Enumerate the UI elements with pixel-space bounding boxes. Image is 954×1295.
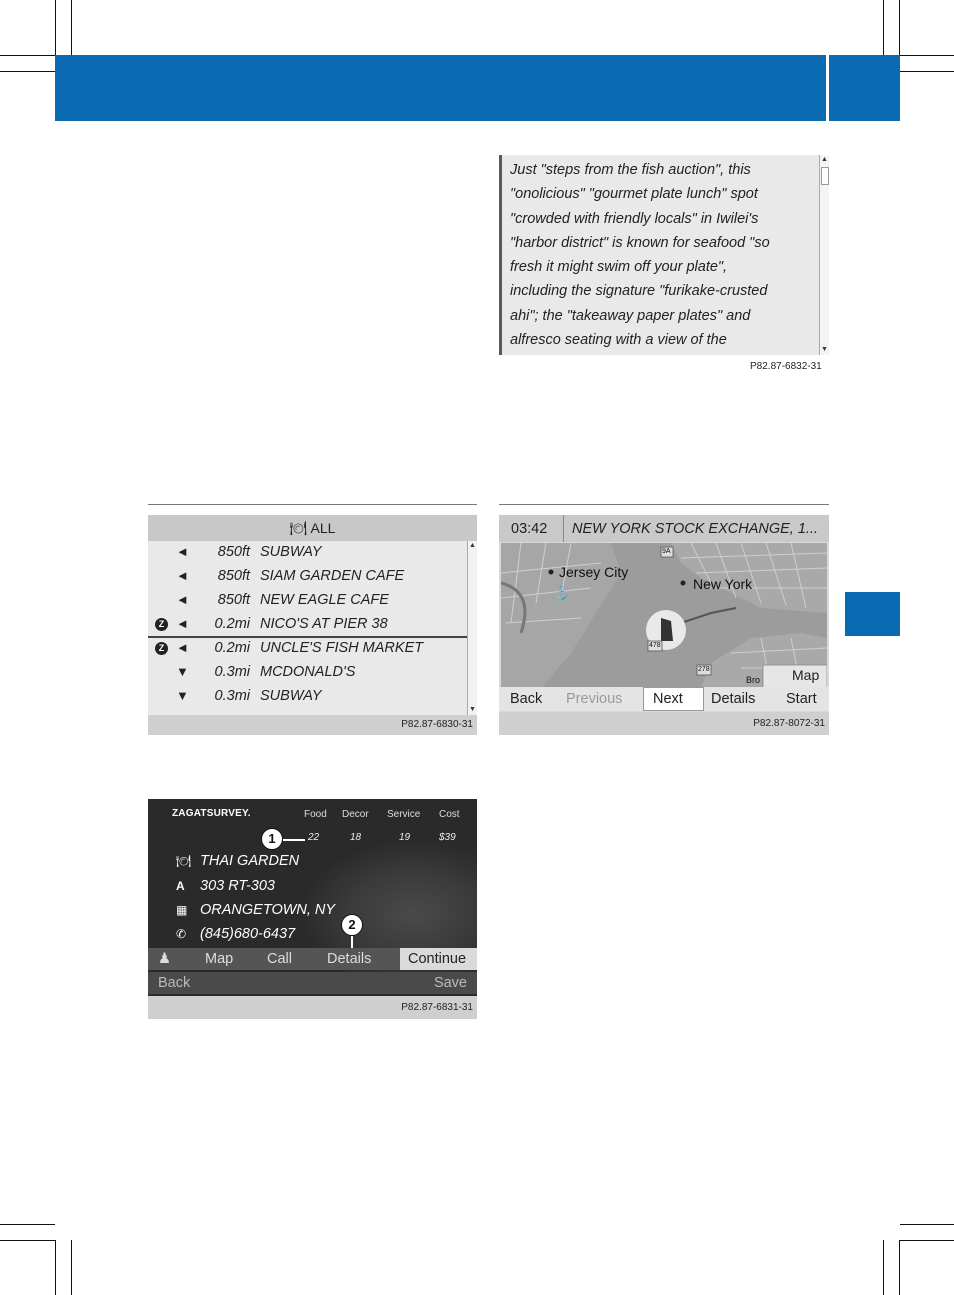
figure-code: P82.87-8072-31: [753, 718, 825, 729]
category-label: ALL: [310, 520, 336, 536]
next-button[interactable]: Next: [653, 691, 683, 707]
restaurant-name: MCDONALD'S: [260, 664, 356, 680]
distance: 850ft: [217, 592, 250, 608]
city: ORANGETOWN, NY: [200, 902, 336, 918]
zagat-badge-icon: Z: [155, 618, 168, 631]
distance: 0.3mi: [214, 688, 250, 704]
crop-mark: [900, 71, 954, 72]
divider: [563, 515, 564, 542]
scroll-down-icon[interactable]: ▼: [821, 346, 828, 353]
callout-2: 2: [341, 914, 363, 936]
map-button[interactable]: Map: [792, 667, 820, 683]
list-item[interactable]: [148, 589, 468, 613]
list-item[interactable]: [148, 685, 468, 709]
scrollbar[interactable]: [467, 541, 477, 715]
crop-mark: [900, 55, 954, 56]
description-line: "crowded with friendly locals" in Iwilei's: [510, 210, 759, 227]
decor-rating: 18: [350, 832, 362, 843]
food-rating: 22: [308, 832, 320, 843]
crop-mark: [0, 55, 55, 56]
section-rule: [148, 504, 477, 505]
route-label: 478: [649, 642, 661, 649]
crop-mark: [0, 1240, 55, 1241]
map-header: [499, 515, 829, 542]
description-line: "harbor district" is known for seafood "so: [510, 234, 770, 251]
food-column: Food: [304, 809, 327, 820]
crop-mark: [899, 1240, 900, 1295]
cost-rating: $39: [439, 832, 456, 843]
arrow-west-icon: ◄: [176, 544, 189, 559]
street-address: 303 RT-303: [200, 878, 275, 894]
screen-footer: [148, 715, 477, 735]
description-text: [510, 158, 810, 352]
details-button[interactable]: Details: [327, 951, 372, 967]
section-rule: [499, 504, 829, 505]
restaurant-name: SUBWAY: [260, 544, 322, 560]
map-button[interactable]: Map: [205, 951, 234, 967]
map-graphic: [501, 543, 827, 688]
map-button-bar: [499, 687, 829, 711]
arrow-west-icon: ◄: [176, 640, 189, 655]
list-item[interactable]: [148, 541, 468, 565]
restaurant-name: SIAM GARDEN CAFE: [260, 568, 405, 584]
distance: 850ft: [217, 544, 250, 560]
crop-mark: [0, 1224, 55, 1225]
scroll-thumb[interactable]: [821, 167, 829, 185]
crop-mark: [883, 0, 884, 55]
description-line: "onolicious" "gourmet plate lunch" spot: [510, 186, 758, 203]
description-line: alfresco seating with a view of the: [510, 332, 727, 349]
distance: 850ft: [217, 568, 250, 584]
crop-mark: [899, 0, 900, 55]
crop-mark: [900, 1224, 954, 1225]
list-item[interactable]: [148, 565, 468, 589]
route-label: 9A: [662, 548, 671, 555]
distance: 0.2mi: [214, 640, 250, 656]
restaurant-list-screen: [148, 515, 477, 735]
phone-icon: ✆: [176, 927, 187, 941]
description-line: including the signature "furikake-crusted: [510, 283, 768, 300]
header-divider: [826, 55, 829, 121]
decor-column: Decor: [342, 809, 369, 820]
restaurant-icon: 🍽: [176, 854, 192, 868]
back-button[interactable]: Back: [158, 975, 191, 991]
screen-footer: [499, 712, 829, 735]
zagat-logo: ZAGATSURVEY.: [172, 808, 251, 819]
distance: 0.3mi: [214, 664, 250, 680]
clock: 03:42: [511, 521, 548, 537]
distance: 0.2mi: [214, 616, 250, 632]
street-label: Bro: [746, 675, 761, 685]
description-line: ahi"; the "takeaway paper plates" and: [510, 307, 751, 324]
crop-mark: [71, 0, 72, 55]
scroll-up-icon[interactable]: ▲: [469, 542, 476, 549]
list-item[interactable]: [148, 637, 468, 661]
crop-mark: [71, 1240, 72, 1295]
description-line: Just "steps from the fish auction", this: [510, 162, 751, 178]
restaurant-name: NEW EAGLE CAFE: [260, 592, 389, 608]
arrow-west-icon: ◄: [176, 592, 189, 607]
restaurant-name: SUBWAY: [260, 688, 322, 704]
description-line: fresh it might swim off your plate",: [510, 259, 728, 276]
figure-code: P82.87-6831-31: [401, 1002, 473, 1013]
phone-number: (845)680-6437: [200, 926, 296, 942]
crop-mark: [900, 1240, 954, 1241]
zagat-back-bar: [148, 972, 477, 994]
arrow-west-icon: ◄: [176, 568, 189, 583]
list-item[interactable]: [148, 613, 468, 637]
continue-button[interactable]: [400, 948, 477, 970]
list-item[interactable]: [148, 661, 468, 685]
scrollbar[interactable]: [819, 155, 829, 355]
restaurant-icon: 🍽: [289, 520, 308, 536]
restaurant-name: THAI GARDEN: [200, 853, 300, 869]
route-label: 278: [698, 666, 710, 673]
city-label: Jersey City: [559, 564, 629, 580]
crop-mark: [55, 1240, 56, 1295]
header-band: [55, 55, 900, 121]
chapter-tab: [845, 592, 900, 636]
details-button[interactable]: Details: [711, 691, 756, 707]
service-column: Service: [387, 809, 421, 820]
service-rating: 19: [399, 832, 411, 843]
crop-mark: [883, 1240, 884, 1295]
back-button[interactable]: Back: [510, 691, 543, 707]
destination-name: NEW YORK STOCK EXCHANGE, 1...: [572, 521, 819, 537]
callout-leader: [283, 839, 305, 841]
zagat-screen: [148, 799, 477, 1019]
arrow-south-icon: ▼: [176, 688, 189, 703]
svg-text:⚓: ⚓: [553, 585, 570, 600]
save-button[interactable]: Save: [433, 975, 467, 991]
cost-column: Cost: [439, 809, 460, 820]
start-button[interactable]: Start: [786, 691, 817, 707]
figure-code: P82.87-6830-31: [401, 719, 473, 730]
zagat-badge-icon: Z: [155, 642, 168, 655]
call-button[interactable]: Call: [267, 951, 292, 967]
map-screen: [499, 515, 829, 735]
callout-1: 1: [261, 828, 283, 850]
restaurant-name: UNCLE'S FISH MARKET: [260, 640, 424, 656]
figure-code: P82.87-6832-31: [750, 361, 822, 372]
screen-footer: [148, 996, 477, 1019]
city-label: New York: [693, 576, 753, 592]
scroll-down-icon[interactable]: ▼: [469, 706, 476, 713]
list-header[interactable]: [148, 515, 477, 541]
arrow-west-icon: ◄: [176, 616, 189, 631]
crop-mark: [0, 71, 55, 72]
destination-icon[interactable]: ♟: [158, 951, 171, 967]
crop-mark: [55, 0, 56, 55]
description-screen: [499, 155, 829, 355]
scroll-up-icon[interactable]: ▲: [821, 156, 828, 163]
restaurant-name: NICO'S AT PIER 38: [260, 616, 388, 632]
address-icon: A: [176, 879, 185, 893]
arrow-south-icon: ▼: [176, 664, 189, 679]
map-view[interactable]: [501, 543, 827, 688]
previous-button[interactable]: Previous: [566, 691, 623, 707]
continue-label: Continue: [408, 951, 467, 967]
city-icon: ▦: [176, 903, 188, 917]
